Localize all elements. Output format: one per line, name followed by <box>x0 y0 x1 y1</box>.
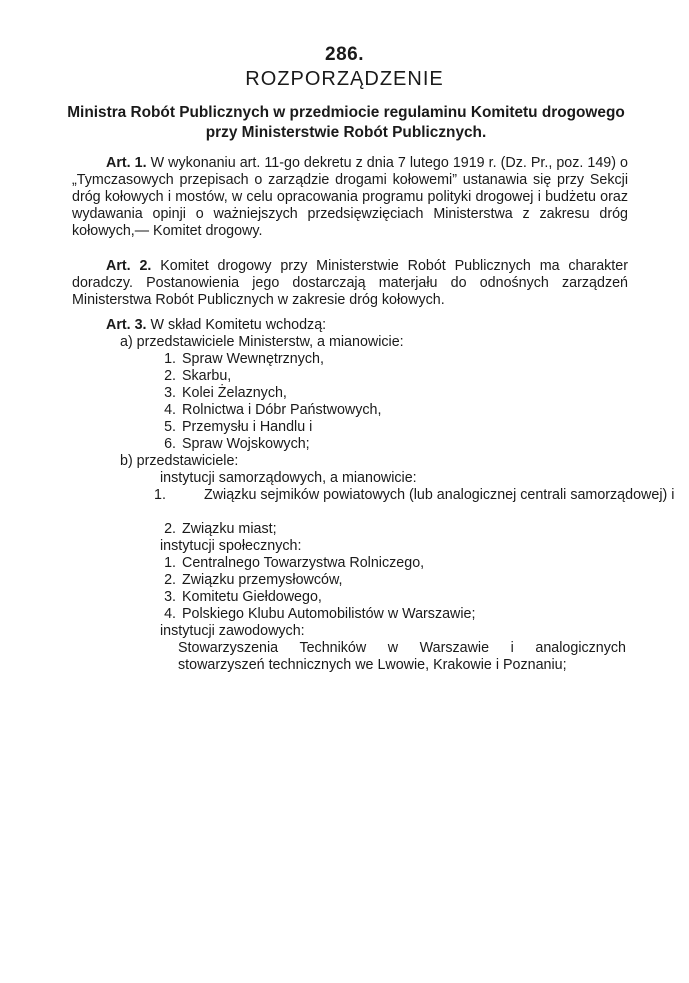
article-2-text: Komitet drogowy przy Ministerstwie Robót Publicznych ma charakter doradczy. Postanowienia jego dostarczają materjału do odnośnych zarządzeń Ministerstwa Robót Publicznych w zakresie dróg kołowych. <box>72 258 628 308</box>
list-item: 2. Skarbu, <box>164 368 232 384</box>
article-1-text: W wykonaniu art. 11-go dekretu z dnia 7 lutego 1919 r. (Dz. Pr., poz. 149) o „Tymczasowych przepisach o zarządzie drogami kołowemi” ustanawia się przy Sekcji dróg kołowych i mostów, w celu opracowania programu polityki drogowej i budżetu oraz wydawania opinji o ważniejszych przedsięwzięciach Ministerstwa z zakresu dróg kołowych,— Komitet drogowy. <box>72 155 628 239</box>
group-b1-label: instytucji samorządowych, a mianowicie: <box>160 470 417 486</box>
group-b2-label: instytucji społecznych: <box>160 538 302 554</box>
list-item: 2. Związku przemysłowców, <box>164 572 343 588</box>
article-1-label: Art. 1. <box>106 155 147 171</box>
list-item: 1. Spraw Wewnętrznych, <box>164 351 324 367</box>
list-item: 3. Komitetu Giełdowego, <box>164 589 322 605</box>
list-item: 2. Związku miast; <box>164 521 277 537</box>
group-b-label: b) przedstawiciele: <box>120 453 239 469</box>
article-2 <box>72 258 628 309</box>
list-item: 5. Przemysłu i Handlu i <box>164 419 313 435</box>
group-b3-text: Stowarzyszenia Techników w Warszawie i analogicznych stowarzyszeń technicznych we Lwowie, Krakowie i Poznaniu; <box>178 640 626 673</box>
document-number: 286. <box>325 44 364 65</box>
list-item: 1. Centralnego Towarzystwa Rolniczego, <box>164 555 425 571</box>
article-1 <box>72 155 628 240</box>
group-b3-label: instytucji zawodowych: <box>160 623 305 639</box>
article-2-label: Art. 2. <box>106 258 152 274</box>
article-3-label: Art. 3. <box>106 317 147 333</box>
list-item: 1. Związku sejmików powiatowych (lub analogicznej centrali samorządowej) i <box>154 487 675 503</box>
list-item: 3. Kolei Żelaznych, <box>164 385 287 401</box>
list-item: 6. Spraw Wojskowych; <box>164 436 310 452</box>
group-a-label: a) przedstawiciele Ministerstw, a mianowicie: <box>120 334 404 350</box>
document-title: ROZPORZĄDZENIE <box>245 68 444 90</box>
article-3-intro: W skład Komitetu wchodzą: <box>150 317 327 333</box>
document-subtitle: Ministra Robót Publicznych w przedmiocie regulaminu Komitetu drogowego przy Ministerstwie Robót Publicznych. <box>67 104 625 141</box>
article-3-heading <box>106 317 326 334</box>
list-item: 4. Rolnictwa i Dóbr Państwowych, <box>164 402 382 418</box>
list-item: 4. Polskiego Klubu Automobilistów w Warszawie; <box>164 606 476 622</box>
